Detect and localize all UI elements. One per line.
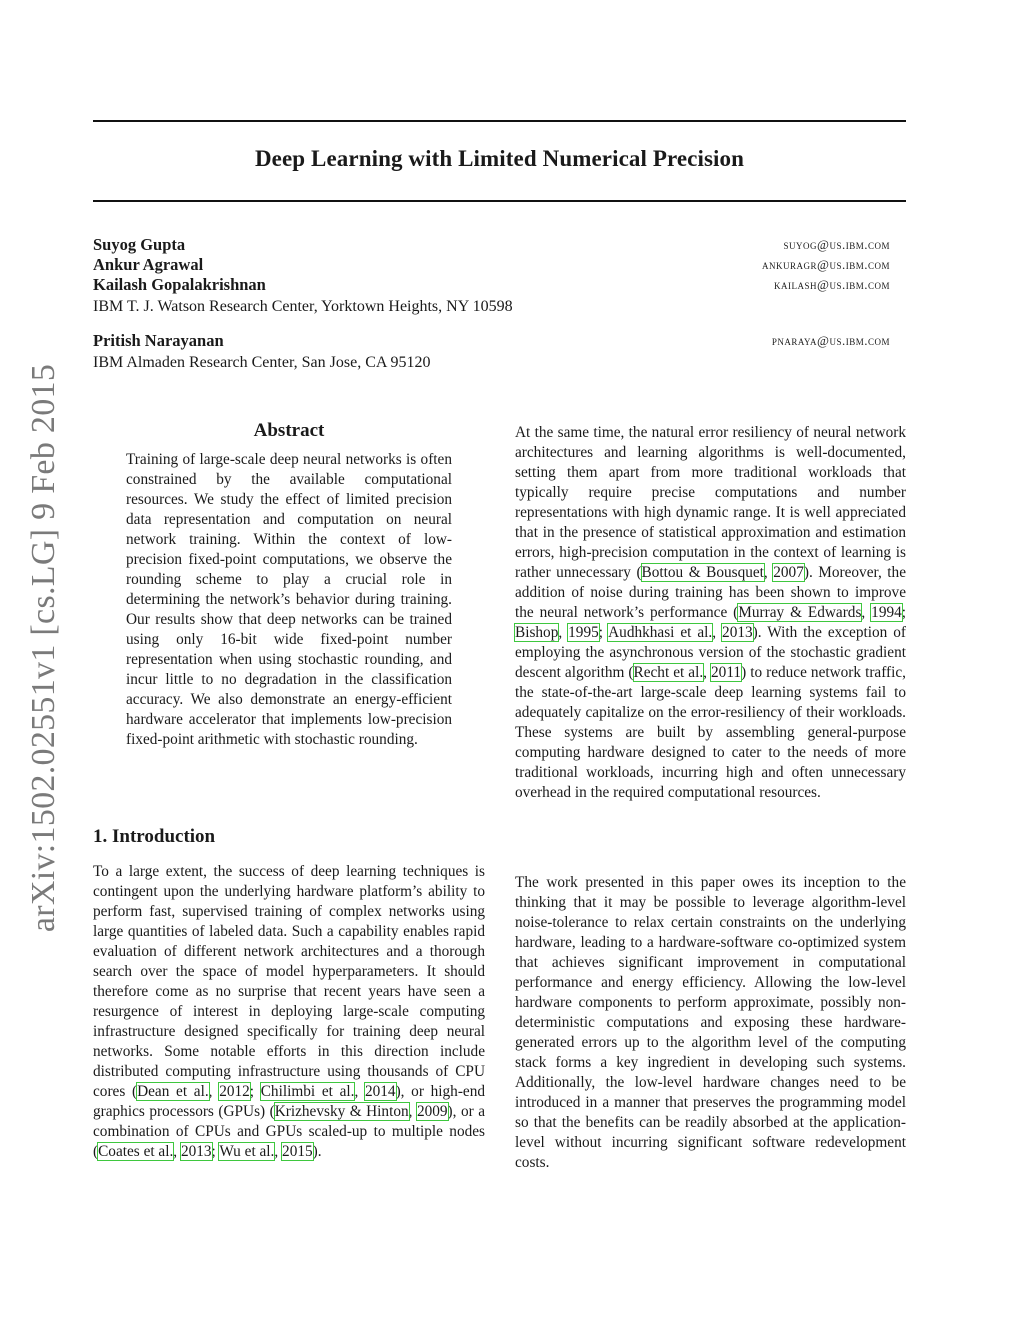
author-name: Kailash Gopalakrishnan: [93, 275, 266, 294]
text-run: ;: [598, 624, 609, 641]
citation-link[interactable]: 2011: [711, 664, 742, 681]
citation-link[interactable]: Wu et al.: [219, 1143, 275, 1160]
text-run: ,: [408, 1103, 417, 1120]
author-row: [93, 275, 890, 295]
citation-link[interactable]: 2014: [364, 1083, 396, 1100]
text-run: ,: [763, 564, 774, 581]
text-run: ). With the exception of employing the asynchronous version of the stochastic gradient descent algorithm (: [515, 624, 907, 681]
text-run: ,: [173, 1143, 181, 1160]
citation-link[interactable]: Coates et al.: [98, 1143, 174, 1160]
citation-link[interactable]: 2009: [416, 1103, 448, 1120]
paper-title: Deep Learning with Limited Numerical Precision: [254, 146, 745, 171]
text-run: ;: [249, 1083, 261, 1100]
citation-link[interactable]: 2013: [180, 1143, 212, 1160]
text-run: ,: [274, 1143, 283, 1160]
arxiv-stamp: arXiv:1502.02551v1 [cs.LG] 9 Feb 2015: [25, 363, 62, 933]
author-email[interactable]: kailash@us.ibm.com: [774, 277, 890, 292]
citation-link[interactable]: Chilimbi et al.: [260, 1083, 355, 1100]
text-run: ), or a combination of CPUs and GPUs scaled-up to multiple nodes (: [93, 1103, 485, 1160]
author-name: Suyog Gupta: [93, 235, 186, 254]
citation-link[interactable]: 2007: [773, 564, 804, 581]
text-run: ;: [901, 604, 907, 621]
intro-paragraph-1: [93, 862, 485, 1162]
author-name: Pritish Narayanan: [93, 331, 224, 350]
citation-link[interactable]: 2015: [282, 1143, 313, 1160]
intro-paragraph-3: The work presented in this paper owes its inception to the thinking that it may be possible to leverage algorithm-level noise-tolerance to relax certain constraints on the underlying hardware, leading to a hardware-software co-optimized system that achieves significant improvement in computational performance and energy efficiency. Allowing the low-level hardware components to perform approximate, possibly non-deterministic computations and exposing these hardware-generated errors up to the algorithm level of the computing stack forms a key ingredient in developing such systems. Additionally, the low-level hardware changes need to be introduced in a manner that preserves the programming model so that the benefits can be readily absorbed at the application-level without incurring significant software redevelopment costs.: [515, 874, 906, 1171]
text-run: ). Moreover, the addition of noise during training has been shown to improve the neural network’s performance (: [515, 564, 906, 621]
abstract-text: Training of large-scale deep neural networks is often constrained by the available computational resources. We study the effect of limited precision data representation and computation on neural network training. Within the context of low-precision fixed-point computations, we observe the rounding scheme to play a crucial role in determining the network’s behavior during training. Our results show that deep networks can be trained using only 16-bit wide fixed-point number representation when using stochastic rounding, and incur little to no degradation in the classification accuracy. We also demonstrate an energy-efficient hardware accelerator that implements low-precision fixed-point arithmetic with stochastic rounding.: [126, 451, 452, 748]
affiliation: IBM T. J. Watson Research Center, Yorktown Heights, NY 10598: [93, 298, 513, 315]
text-run: ,: [703, 664, 712, 681]
text-run: ).: [312, 1143, 322, 1160]
text-run: ;: [211, 1143, 220, 1160]
citation-link[interactable]: 1995: [568, 624, 599, 641]
citation-link[interactable]: Audhkhasi et al.: [608, 624, 713, 641]
section-heading-introduction: 1. Introduction: [93, 826, 216, 847]
citation-link[interactable]: Bishop: [515, 624, 559, 641]
text-run: ,: [861, 604, 872, 621]
text-run: To a large extent, the success of deep learning techniques is contingent upon the underlying hardware platform’s ability to perform fast, supervised training of complex networks using large quantities of labeled data. Such a capability enables rapid evaluation of different network architectures and a thorough search over the space of model hyperparameters. It should therefore come as no surprise that recent years have seen a resurgence of interest in deploying large-scale computing infrastructure designed specifically for training deep neural networks. Some notable efforts in this direction include distributed computing infrastructure using thousands of CPU cores (: [93, 863, 485, 1100]
citation-link[interactable]: Krizhevsky & Hinton: [274, 1103, 409, 1120]
text-run: ,: [208, 1083, 220, 1100]
author-email[interactable]: suyog@us.ibm.com: [783, 237, 890, 252]
citation-link[interactable]: Murray & Edwards: [738, 604, 862, 621]
citation-link[interactable]: 2012: [219, 1083, 250, 1100]
text-run: ,: [712, 624, 723, 641]
title-rule-top: [93, 120, 906, 122]
title-rule-bottom: [93, 200, 906, 202]
author-row: [93, 331, 890, 351]
author-row: [93, 235, 890, 255]
intro-paragraph-2: [515, 423, 906, 803]
text-run: At the same time, the natural error resiliency of neural network architectures and learning algorithms is well-documented, setting them apart from more traditional workloads that typically require precise computations and number representations with high dynamic range. It is well appreciated that in the presence of statistical approximation and estimation errors, high-precision computation in the context of learning is rather unnecessary (: [515, 424, 906, 581]
citation-link[interactable]: Dean et al.: [137, 1083, 209, 1100]
citation-link[interactable]: 2013: [722, 624, 753, 641]
text-run: ), or high-end graphics processors (GPUs) (: [93, 1083, 485, 1120]
author-row: [93, 255, 890, 275]
citation-link[interactable]: Bottou & Bousquet: [641, 564, 764, 581]
abstract-heading: Abstract: [253, 420, 325, 441]
affiliation: IBM Almaden Research Center, San Jose, CA 95120: [93, 354, 431, 371]
text-run: ) to reduce network traffic, the state-of-the-art large-scale deep learning systems fail to adequately capitalize on the error-resiliency of their workloads. These systems are built by assembling general-purpose computing hardware designed to cater to the needs of more traditional workloads, incurring high and often unnecessary overhead in the required computational resources.: [515, 664, 906, 801]
text-run: ,: [354, 1083, 365, 1100]
citation-link[interactable]: 1994: [871, 604, 902, 621]
author-email[interactable]: pnaraya@us.ibm.com: [771, 333, 890, 348]
author-name: Ankur Agrawal: [93, 255, 204, 274]
author-email[interactable]: ankuragr@us.ibm.com: [762, 257, 890, 272]
text-run: ,: [558, 624, 569, 641]
citation-link[interactable]: Recht et al.: [633, 664, 704, 681]
